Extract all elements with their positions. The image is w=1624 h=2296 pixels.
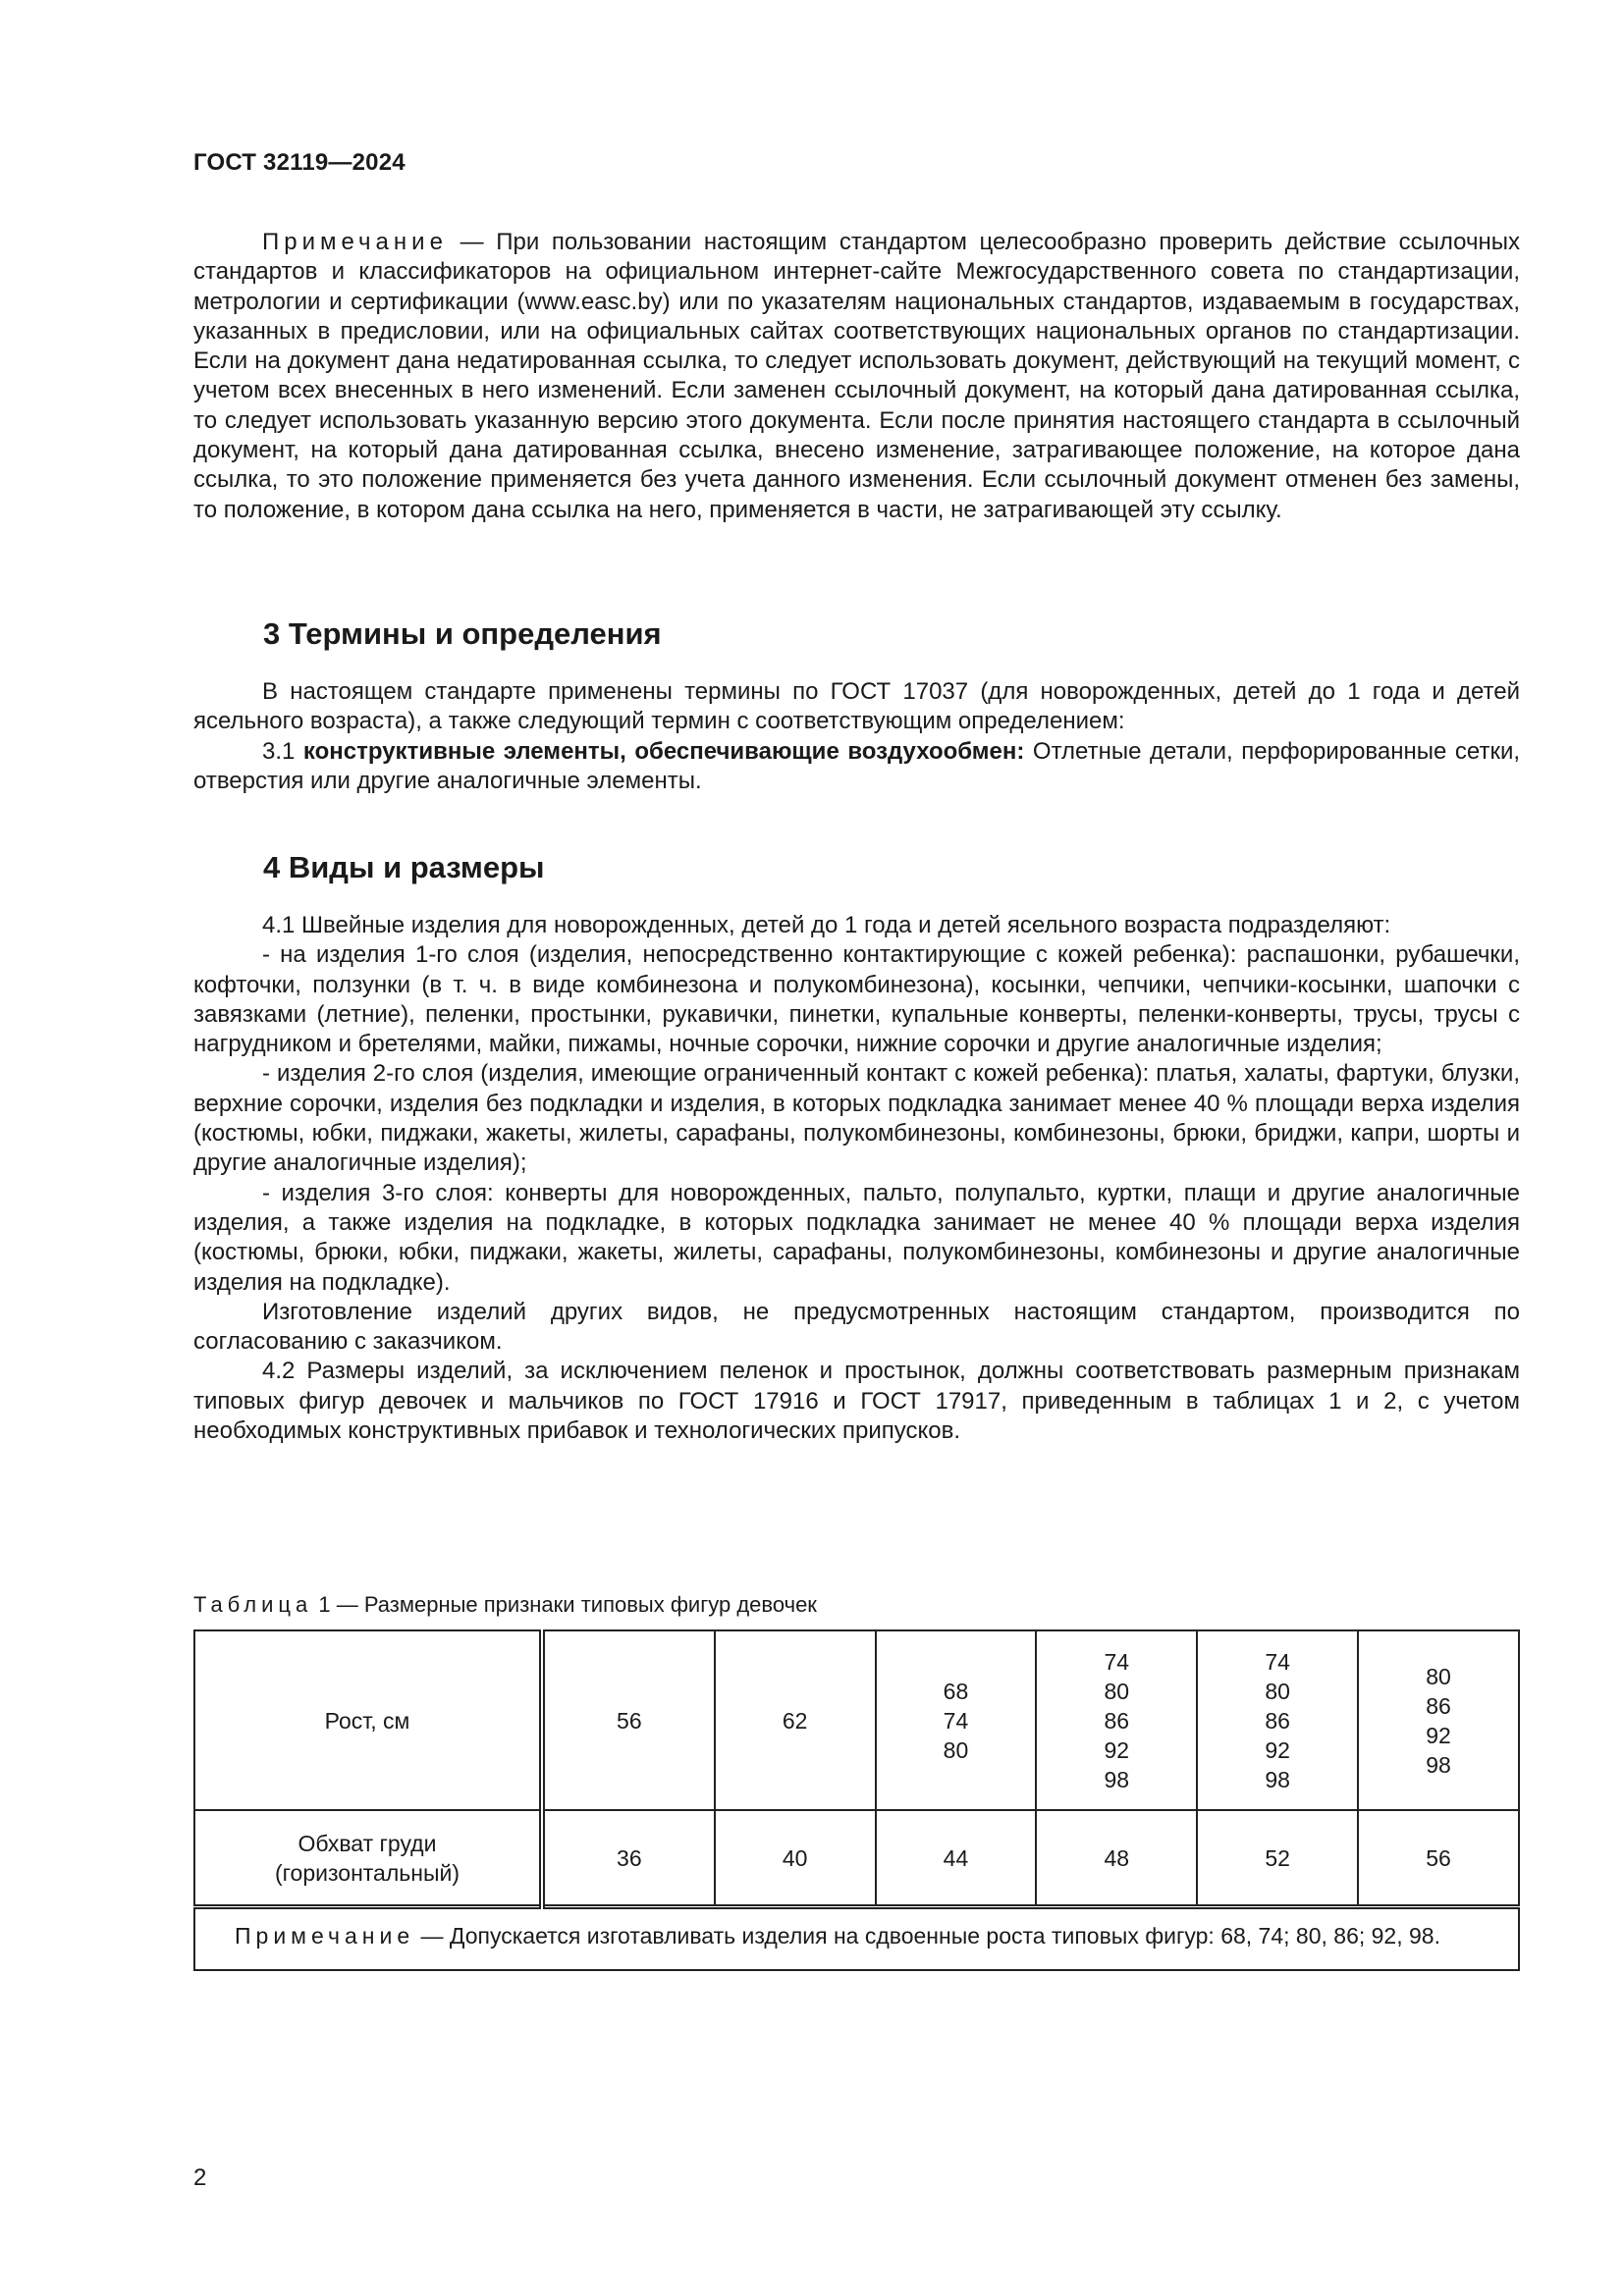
height-value: 86	[1104, 1707, 1130, 1734]
table-note-row	[194, 1907, 1519, 1971]
table-note-label: Примечание	[235, 1923, 415, 1949]
table-1	[193, 1629, 1520, 1971]
term-number: 3.1	[262, 737, 303, 765]
height-value: 98	[1104, 1766, 1130, 1792]
table-note-text: — Допускается изготавливать изделия на сдвоенные роста типовых фигур: 68, 74; 80, 86; 92, 98.	[414, 1923, 1440, 1949]
chest-cell: 52	[1197, 1810, 1358, 1907]
layer-3-item: - изделия 3-го слоя: конверты для новорожденных, пальто, полупальто, куртки, плащи и другие аналогичные изделия, а также изделия на подкладке, в которых подкладка занимает не менее 40 % площади верха изделия (костюмы, брюки, юбки, пиджаки, жакеты, жилеты, сарафаны, полукомбинезоны, комбинезоны и другие аналогичные изделия на подкладке).	[193, 1179, 1520, 1296]
layer-2-item: - изделия 2-го слоя (изделия, имеющие ограниченный контакт с кожей ребенка): платья, халаты, фартуки, блузки, верхние сорочки, изделия без подкладки и изделия, в которых подкладка занимает менее 40 % площади верха изделия (костюмы, юбки, пиджаки, жакеты, жилеты, сарафаны, полукомбинезоны, комбинезоны, брюки, бриджи, капри, шорты и другие аналогичные изделия);	[193, 1060, 1520, 1177]
clause-4-2: 4.2 Размеры изделий, за исключением пеленок и простынок, должны соответствовать размерным признакам типовых фигур девочек и мальчиков по ГОСТ 17916 и ГОСТ 17917, приведенным в таблицах 1 и 2, с учетом необходимых конструктивных прибавок и технологических припусков.	[193, 1358, 1520, 1445]
height-value: 74	[1265, 1648, 1290, 1675]
document-id: ГОСТ 32119—2024	[193, 149, 406, 176]
table-1-caption	[193, 1592, 817, 1618]
height-value: 86	[1426, 1692, 1451, 1719]
height-value: 92	[1104, 1736, 1130, 1763]
term-definition: Отлетные детали, перфорированные сетки, отверстия или другие аналогичные элементы.	[193, 737, 1521, 794]
height-value: 62	[782, 1707, 808, 1734]
row-header-line: (горизонтальный)	[275, 1859, 460, 1886]
section-3-heading: 3 Термины и определения	[263, 616, 662, 651]
section-4-body	[193, 911, 1520, 1446]
height-value: 92	[1265, 1736, 1290, 1763]
height-value: 74	[943, 1707, 969, 1734]
height-cell-5	[1197, 1630, 1358, 1810]
clause-4-1: 4.1 Швейные изделия для новорожденных, детей до 1 года и детей ясельного возраста подразделяют:	[262, 912, 1391, 938]
references-note	[193, 228, 1520, 525]
height-value: 80	[1426, 1663, 1451, 1689]
height-value: 98	[1426, 1751, 1451, 1778]
height-value: 80	[1104, 1678, 1130, 1704]
chest-cell: 40	[715, 1810, 876, 1907]
height-value: 86	[1265, 1707, 1290, 1734]
height-value: 74	[1104, 1648, 1130, 1675]
note-text: — При пользовании настоящим стандартом целесообразно проверить действие ссылочных стандартов и классификаторов на официальном интернет-сайте Межгосударственного совета по стандартизации, метрологии и сертификации (www.easc.by) или по указателям национальных стандартов, издаваемым в государствах, указанных в предисловии, или на официальных сайтах соответствующих национальных органов по стандартизации. Если на документ дана недатированная ссылка, то следует использовать документ, действующий на текущий момент, с учетом всех внесенных в него изменений. Если заменен ссылочный документ, на который дана датированная ссылка, то следует использовать указанную версию этого документа. Если после принятия настоящего стандарта в ссылочный документ, на который дана датированная ссылка, внесено изменение, затрагивающее положение, на которое дана ссылка, то это положение применяется без учета данного изменения. Если ссылочный документ отменен без замены, то положение, в котором дана ссылка на него, применяется в части, не затрагивающей эту ссылку.	[193, 229, 1520, 523]
chest-cell: 36	[542, 1810, 715, 1907]
layer-1-item: - на изделия 1-го слоя (изделия, непосредственно контактирующие с кожей ребенка): распашонки, рубашечки, кофточки, ползунки (в т. ч. в виде комбинезона и полукомбинезона), косынки, чепчики, чепчики-косынки, шапочки с завязками (летние), пеленки, простынки, рукавички, пинетки, купальные конверты, пеленки-конверты, трусы, трусы с нагрудником и бретелями, майки, пижамы, ночные сорочки, нижние сорочки и другие аналогичные изделия;	[193, 941, 1520, 1058]
table-row-chest	[194, 1810, 1519, 1907]
chest-cell: 56	[1358, 1810, 1519, 1907]
chest-cell: 44	[876, 1810, 1037, 1907]
row-header-chest	[194, 1810, 542, 1907]
row-header-line: Обхват груди	[298, 1830, 437, 1856]
table-row-height	[194, 1630, 1519, 1810]
height-value: 68	[943, 1678, 969, 1704]
height-value: 56	[617, 1707, 642, 1734]
section-3-intro: В настоящем стандарте применены термины по ГОСТ 17037 (для новорожденных, детей до 1 года и детей ясельного возраста), а также следующий термин с соответствующим определением:	[193, 678, 1520, 735]
height-value: 80	[943, 1736, 969, 1763]
height-value: 92	[1426, 1722, 1451, 1748]
table-note	[194, 1907, 1519, 1971]
page-number: 2	[193, 2164, 207, 2191]
height-cell-6	[1358, 1630, 1519, 1810]
row-header-height: Рост, см	[194, 1630, 542, 1810]
height-cell-1	[542, 1630, 715, 1810]
height-value: 80	[1265, 1678, 1290, 1704]
table-caption-label: Таблица	[193, 1592, 313, 1617]
other-products-paragraph: Изготовление изделий других видов, не предусмотренных настоящим стандартом, производится по согласованию с заказчиком.	[193, 1298, 1520, 1356]
table-caption-text: 1 — Размерные признаки типовых фигур девочек	[312, 1592, 817, 1617]
term-name: конструктивные элементы, обеспечивающие воздухообмен:	[302, 737, 1025, 765]
section-3-body	[193, 677, 1520, 796]
section-4-heading: 4 Виды и размеры	[263, 850, 545, 884]
height-cell-4	[1036, 1630, 1197, 1810]
height-value: 98	[1265, 1766, 1290, 1792]
note-label: Примечание	[262, 229, 448, 255]
height-cell-3	[876, 1630, 1037, 1810]
height-cell-2	[715, 1630, 876, 1810]
term-3-1	[193, 737, 1520, 797]
chest-cell: 48	[1036, 1810, 1197, 1907]
